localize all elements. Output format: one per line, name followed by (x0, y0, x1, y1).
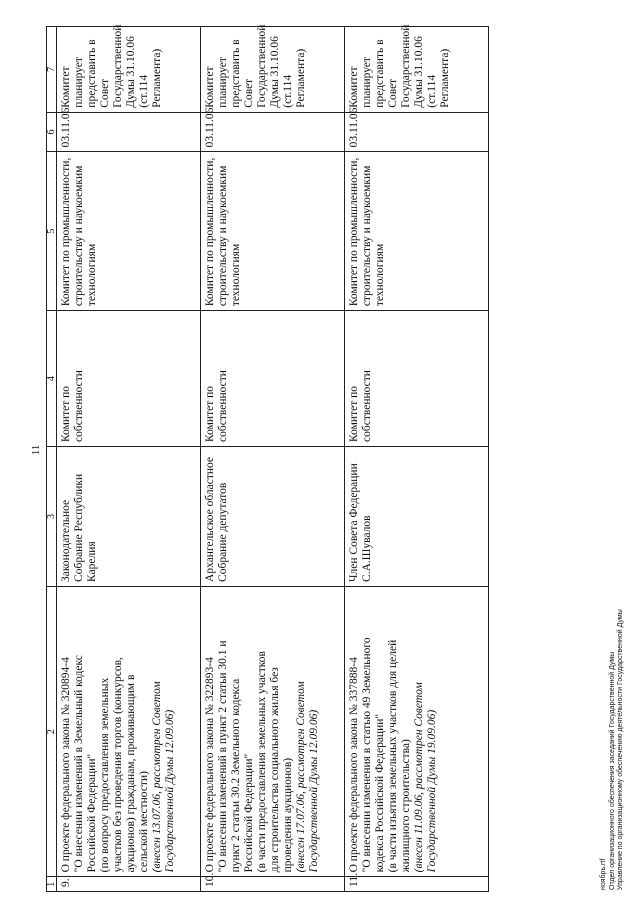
bill-note-line: (внесен 11.09.06, рассмотрен Советом (413, 682, 425, 873)
bill-title-line: "О внесении изменений в Земельный кодекс (73, 655, 85, 873)
bill-note-line: Государственной Думы 12.09.06) (164, 709, 176, 873)
bills-table (46, 26, 489, 892)
review-date: 03.11.06 (345, 112, 489, 152)
review-date: 03.11.06 (57, 112, 201, 152)
column-header: 4 (47, 311, 57, 447)
co-committee: Комитет по промышленности, строительству и наукоемким технологиям (201, 152, 345, 311)
bill-note-line: Государственной Думы 19.09.06) (426, 709, 438, 873)
initiator: Законодательное Собрание Республики Карелия (57, 446, 201, 586)
bill-note-line: (внесен 13.07.06, рассмотрен Советом (151, 681, 163, 873)
table-row (57, 27, 201, 892)
review-date: 03.11.06 (201, 112, 345, 152)
footer-line: Управление по организационному обеспечению деятельности Государственной Думы (617, 609, 624, 890)
remark: Комитет планирует представить в Совет Государственной Думы 31.10.06 (ст.114 Регламента) (201, 27, 345, 113)
bill-title-line: О проекте федерального закона № 320894-4 (60, 657, 72, 873)
bill-title-line: "О внесении изменения в статью 49 Земельного (361, 637, 373, 873)
bill-title-line: пункт 2 статьи 30.2 Земельного кодекса (230, 678, 242, 873)
footer-file-code: ноябрь.rtf (600, 858, 607, 890)
column-header: 1 (47, 877, 57, 892)
remark: Комитет планирует представить в Совет Государственной Думы 31.10.06 (ст.114 Регламента) (345, 27, 489, 113)
bill-title-line: (по вопросу предоставления земельных (99, 677, 111, 873)
column-header: 2 (47, 586, 57, 876)
bill-note-line: Государственной Думы 12.09.06) (308, 709, 320, 873)
column-header: 7 (47, 27, 57, 113)
bill-description (57, 586, 201, 876)
bill-title-line: Российской Федерации" (86, 753, 98, 873)
bill-description (345, 586, 489, 876)
co-committee: Комитет по промышленности, строительству и наукоемким технологиям (345, 152, 489, 311)
footer-line: Отдел организационного обеспечения заседаний Государственной Думы (608, 651, 616, 890)
page-number: 11 (30, 444, 42, 456)
bill-title-line: кодекса Российской Федерации" (374, 713, 386, 873)
column-number-row (47, 27, 57, 892)
bill-title-line: "О внесении изменений в пункт 2 статьи 30.1 и (217, 640, 229, 873)
bill-title-line: (в части предоставления земельных участков (256, 651, 268, 873)
bill-title-line: жилищного строительства) (400, 739, 412, 873)
remark: Комитет планирует представить в Совет Государственной Думы 31.10.06 (ст.114 Регламента) (57, 27, 201, 113)
bill-title-line: О проекте федерального закона № 322893-4 (204, 657, 216, 873)
bill-title-line: (в части изъятия земельных участков для целей (387, 639, 399, 873)
bill-title-line: участков без проведения торгов (конкурсов, (112, 657, 124, 873)
bill-title-line: сельской местности) (138, 771, 150, 873)
table-row (345, 27, 489, 892)
bill-title-line: Российской Федерации" (243, 753, 255, 873)
bill-note-line: (внесен 17.07.06, рассмотрен Советом (295, 681, 307, 873)
responsible-committee: Комитет по собственности (201, 311, 345, 447)
column-header: 3 (47, 446, 57, 586)
bill-title-line: проведения аукционов) (282, 757, 294, 873)
row-number: 9. (57, 877, 201, 892)
column-header: 6 (47, 112, 57, 152)
row-number: 11. (345, 877, 489, 892)
footer (600, 609, 626, 890)
bill-title-line: О проекте федерального закона № 337888-4 (348, 657, 360, 873)
column-header: 5 (47, 152, 57, 311)
bill-title-line: аукционов) гражданам, проживающим в (125, 674, 137, 873)
initiator: Архангельское областное Собрание депутатов (201, 446, 345, 586)
co-committee: Комитет по промышленности, строительству и наукоемким технологиям (57, 152, 201, 311)
responsible-committee: Комитет по собственности (345, 311, 489, 447)
responsible-committee: Комитет по собственности (57, 311, 201, 447)
row-number: 10. (201, 877, 345, 892)
bill-description (201, 586, 345, 876)
initiator: Член Совета Федерации С.А.Шувалов (345, 446, 489, 586)
bill-title-line: для строительства социального жилья без (269, 667, 281, 873)
table-row (201, 27, 345, 892)
